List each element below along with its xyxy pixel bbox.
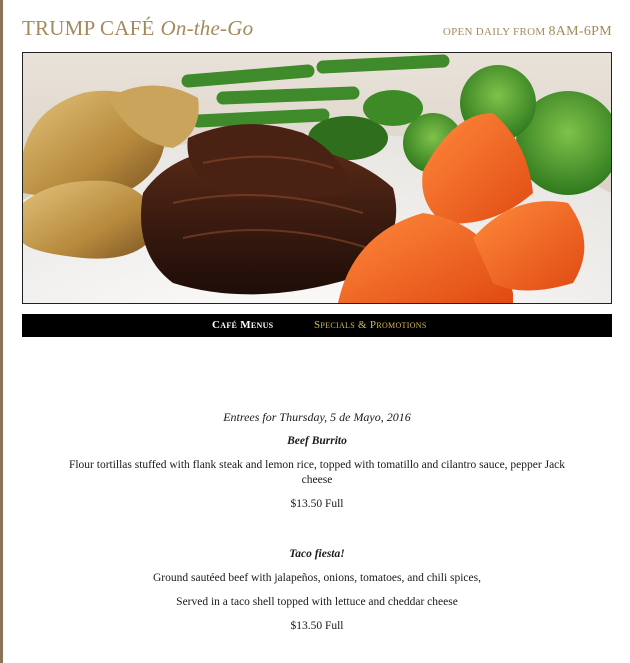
menu-content <box>22 410 612 634</box>
hours-time: 8AM-6PM <box>548 24 612 39</box>
opening-hours <box>443 24 612 40</box>
hero-food-illustration <box>23 53 611 303</box>
hero-food-image <box>22 52 612 304</box>
menu-item-description: Ground sautéed beef with jalapeños, onions, tomatoes, and chili spices, <box>153 572 481 584</box>
menu-item-description-2: Served in a taco shell topped with lettuce and cheddar cheese <box>176 596 458 608</box>
nav-cafe-menus[interactable]: Café Menus <box>212 319 274 331</box>
hours-label: OPEN DAILY FROM <box>442 26 546 38</box>
brand-sub: On-the-Go <box>160 16 254 40</box>
menu-item-name: Beef Burrito <box>287 435 347 447</box>
nav-specials-promotions[interactable]: Specials & Promotions <box>314 319 427 331</box>
left-border-rule <box>0 0 3 663</box>
site-logo[interactable] <box>22 16 253 41</box>
menu-item-description: Flour tortillas stuffed with flank steak and lemon rice, topped with tomatillo and cilantro sauce, pepper Jack cheese <box>68 459 566 486</box>
menu-spacer <box>22 512 612 538</box>
site-header <box>22 14 612 44</box>
menu-item-price: $13.50 Full <box>290 498 344 510</box>
entrees-heading: Entrees for Thursday, 5 de Mayo, 2016 <box>223 410 411 424</box>
brand-main: TRUMP CAFÉ <box>22 16 155 40</box>
menu-item-price: $13.50 Full <box>290 620 344 632</box>
main-navigation <box>22 314 612 337</box>
menu-item-name: Taco fiesta! <box>289 548 345 560</box>
